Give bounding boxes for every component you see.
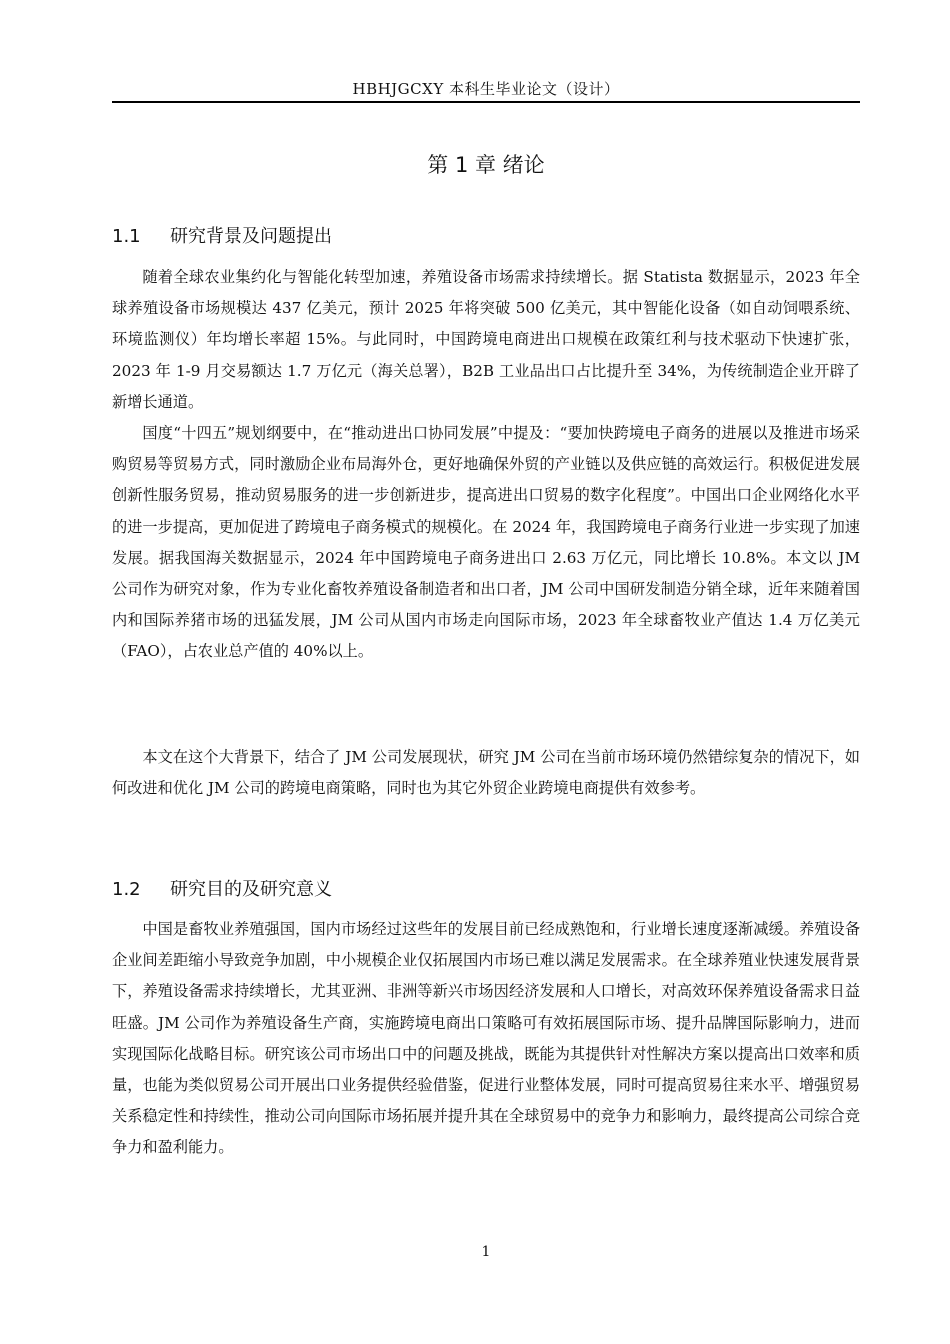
page-header-title: HBHJGCXY 本科生毕业论文（设计） [352, 80, 620, 98]
section-heading-1-1 [112, 222, 332, 248]
header-divider [112, 101, 860, 103]
section-title: 研究背景及问题提出 [170, 226, 332, 247]
section-number: 1.2 [112, 879, 141, 900]
chapter-title: 第 1 章 绪论 [427, 153, 545, 177]
page-number: 1 [481, 1244, 491, 1260]
section-title: 研究目的及研究意义 [170, 879, 332, 900]
paragraph-1-1-c: 本文在这个大背景下，结合了 JM 公司发展现状，研究 JM 公司在当前市场环境仍然错综复杂的情况下，如何改进和优化 JM 公司的跨境电商策略，同时也为其它外贸企业跨境电商提供有效参考。 [112, 748, 860, 798]
section-number: 1.1 [112, 226, 141, 247]
paragraph-1-1-b: 国度“十四五”规划纲要中，在“推动进出口协同发展”中提及：“要加快跨境电子商务的进展以及推进市场采购贸易等贸易方式，同时激励企业布局海外仓，更好地确保外贸的产业链以及供应链的高效运行。积极促进发展创新性服务贸易，推动贸易服务的进一步创新进步，提高进出口贸易的数字化程度”。中国出口企业网络化水平的进一步提高，更加促进了跨境电子商务模式的规模化。在 2024 年，我国跨境电子商务行业进一步实现了加速发展。据我国海关数据显示，2024 年中国跨境电子商务进出口 2.63 万亿元，同比增长 10.8%。本文以 JM 公司作为研究对象，作为专业化畜牧养殖设备制造者和出口者，JM 公司中国研发制造分销全球，近年来随着国内和国际养猪市场的迅猛发展，JM 公司从国内市场走向国际市场，2023 年全球畜牧业产值达 1.4 万亿美元（FAO），占农业总产值的 40%以上。 [112, 424, 860, 661]
paragraph-1-2-a: 中国是畜牧业养殖强国，国内市场经过这些年的发展目前已经成熟饱和，行业增长速度逐渐减缓。养殖设备企业间差距缩小导致竞争加剧，中小规模企业仅拓展国内市场已难以满足发展需求。在全球养殖业快速发展背景下，养殖设备需求持续增长，尤其亚洲、非洲等新兴市场因经济发展和人口增长，对高效环保养殖设备需求日益旺盛。JM 公司作为养殖设备生产商，实施跨境电商出口策略可有效拓展国际市场、提升品牌国际影响力，进而实现国际化战略目标。研究该公司市场出口中的问题及挑战，既能为其提供针对性解决方案以提高出口效率和质量，也能为类似贸易公司开展出口业务提供经验借鉴，促进行业整体发展，同时可提高贸易往来水平、增强贸易关系稳定性和持续性，推动公司向国际市场拓展并提升其在全球贸易中的竞争力和影响力，最终提高公司综合竞争力和盈利能力。 [112, 920, 860, 1157]
section-heading-1-2 [112, 875, 332, 901]
paragraph-1-1-a: 随着全球农业集约化与智能化转型加速，养殖设备市场需求持续增长。据 Statista 数据显示，2023 年全球养殖设备市场规模达 437 亿美元，预计 2025 年将突破 500 亿美元，其中智能化设备（如自动饲喂系统、环境监测仪）年均增长率超 15%。与此同时，中国跨境电商进出口规模在政策红利与技术驱动下快速扩张，2023 年 1-9 月交易额达 1.7 万亿元（海关总署），B2B 工业品出口占比提升至 34%，为传统制造企业开辟了新增长通道。 [112, 268, 860, 411]
